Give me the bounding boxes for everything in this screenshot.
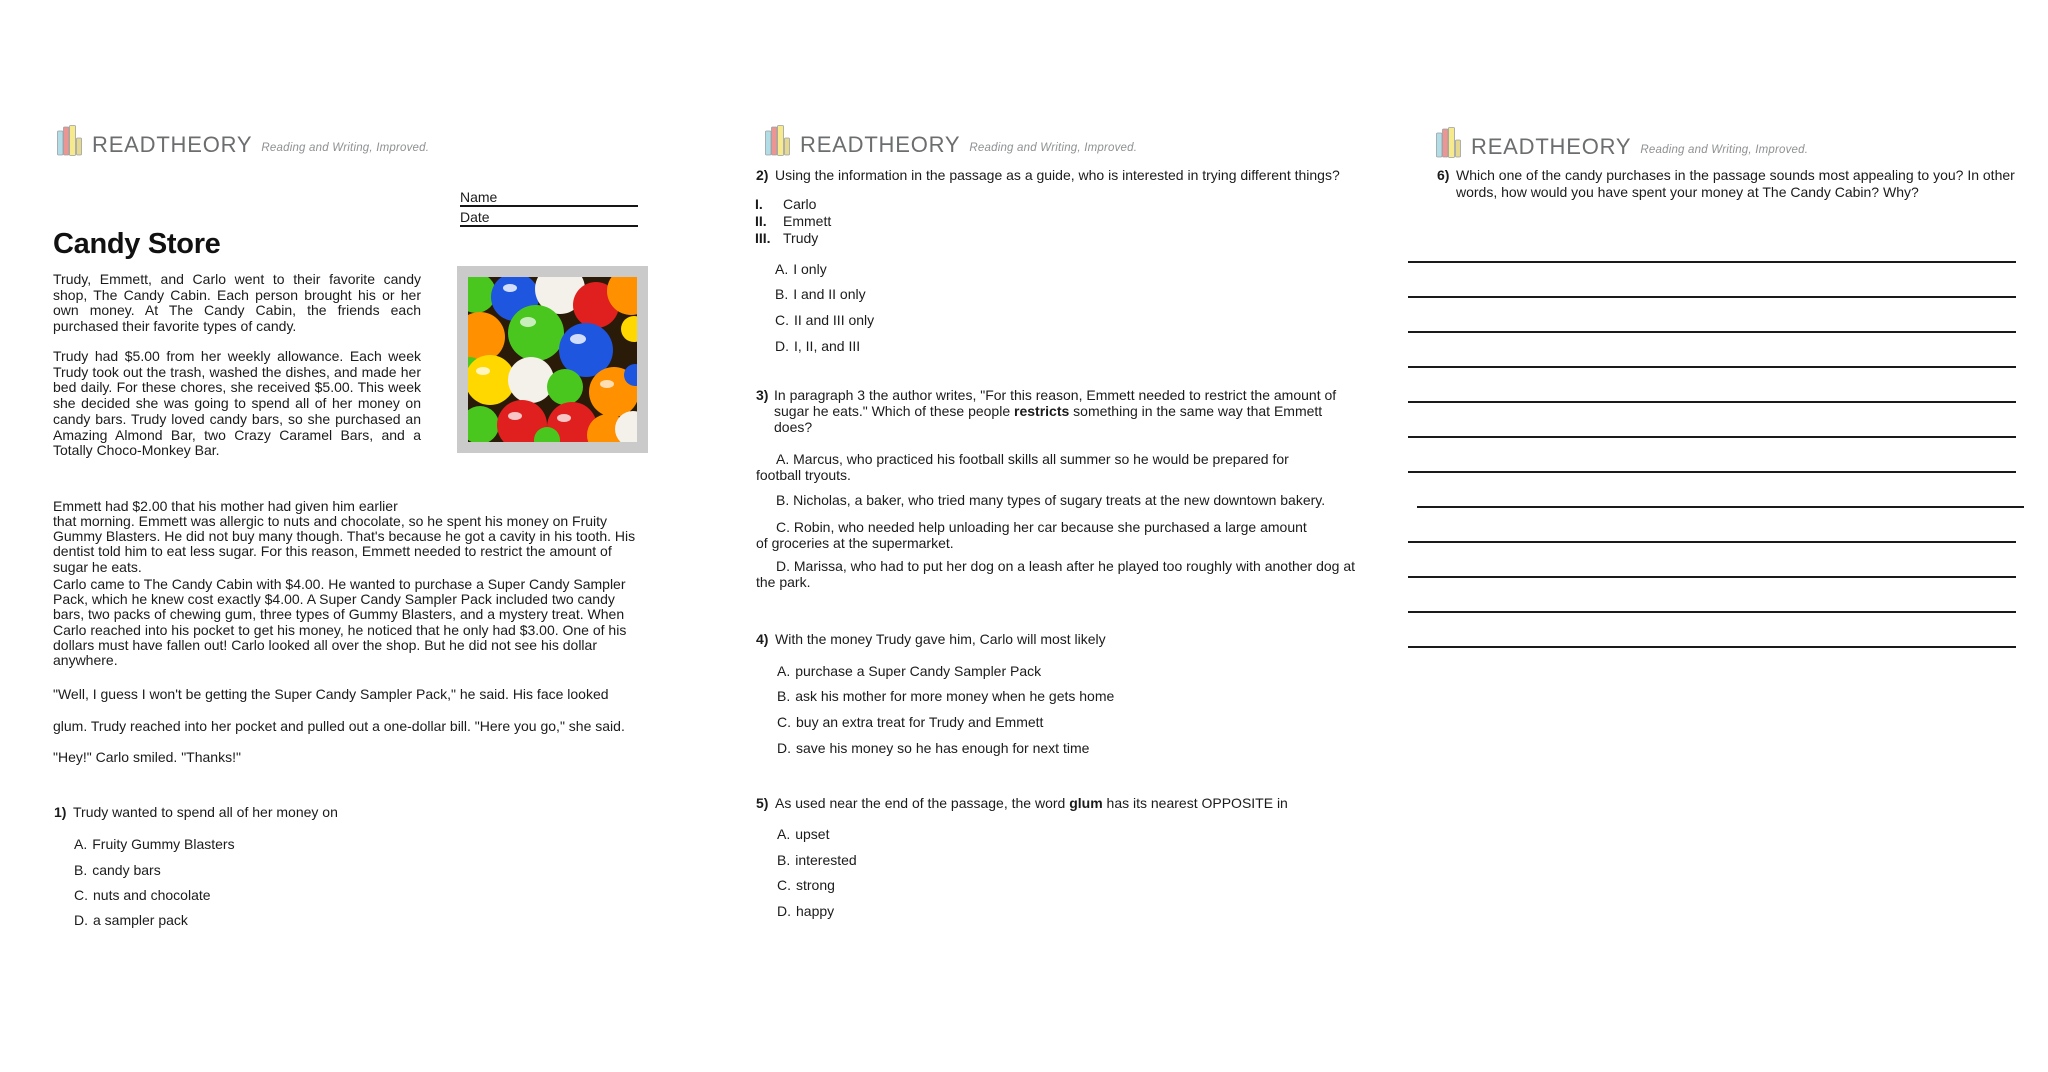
question-2-option-a: A. I only bbox=[775, 261, 827, 277]
answer-writing-line[interactable] bbox=[1408, 366, 2016, 368]
answer-writing-line[interactable] bbox=[1408, 541, 2016, 543]
paragraph-1: Trudy, Emmett, and Carlo went to their favorite candy shop, The Candy Cabin. Each person brought his or her own money. At The Candy Cabin, the friends each purchased their favorite types of candy. bbox=[53, 271, 421, 334]
question-4-option-b: B. ask his mother for more money when he gets home bbox=[777, 688, 1115, 704]
question-3-option-d-wrap: the park. bbox=[756, 574, 811, 590]
question-5-text: As used near the end of the passage, the word glum has its nearest OPPOSITE in bbox=[775, 795, 1288, 811]
q2-numeral-2: II. bbox=[755, 213, 767, 229]
question-1-option-a: A. Fruity Gummy Blasters bbox=[74, 836, 235, 852]
question-2-option-b: B. I and II only bbox=[775, 286, 866, 302]
question-3-number: 3) bbox=[756, 387, 769, 403]
dialogue-line-3: "Hey!" Carlo smiled. "Thanks!" bbox=[53, 749, 241, 765]
brand-name: READTHEORY bbox=[92, 132, 253, 157]
answer-writing-line[interactable] bbox=[1408, 261, 2016, 263]
brand-tagline: Reading and Writing, Improved. bbox=[969, 142, 1138, 154]
question-1-number: 1) bbox=[54, 804, 67, 820]
paragraph-3-line1: Emmett had $2.00 that his mother had given him earlier bbox=[53, 498, 398, 514]
date-label: Date bbox=[460, 209, 490, 225]
answer-writing-line[interactable] bbox=[1408, 646, 2016, 648]
q2-item-2: Emmett bbox=[783, 213, 832, 229]
question-4-option-a: A. purchase a Super Candy Sampler Pack bbox=[777, 663, 1042, 679]
question-1-option-b: B. candy bars bbox=[74, 862, 161, 878]
page-title: Candy Store bbox=[53, 228, 221, 260]
brand-tagline: Reading and Writing, Improved. bbox=[261, 142, 430, 154]
bold-word-restricts: restricts bbox=[1014, 403, 1070, 419]
paragraph-3: that morning. Emmett was allergic to nuts and chocolate, so he spent his money on Fruity Gummy Blasters. He did not buy many though. That's because he got a cavity in his tooth. His dentist told him to eat less sugar. For this reason, Emmett needed to restrict the amount of sugar he eats. bbox=[53, 513, 636, 575]
question-1-option-c: C. nuts and chocolate bbox=[74, 887, 211, 903]
paragraph-2: Trudy had $5.00 from her weekly allowance. Each week Trudy took out the trash, washed the dishes, and made her bed daily. For these chores, she received $5.00. This week she decided she was going to spend all of her money on candy bars. Trudy loved candy bars, so she purchased an Amazing Almond Bar, two Crazy Caramel Bars, and a Totally Choco-Monkey Bar. bbox=[53, 348, 421, 459]
q2-numeral-1: I. bbox=[755, 196, 763, 212]
question-5-option-c: C. strong bbox=[777, 877, 835, 893]
answer-writing-line[interactable] bbox=[1408, 331, 2016, 333]
question-4-option-d: D. save his money so he has enough for next time bbox=[777, 740, 1090, 756]
dialogue-line-1: "Well, I guess I won't be getting the Super Candy Sampler Pack," he said. His face looked bbox=[53, 686, 609, 702]
brand-name: READTHEORY bbox=[1471, 134, 1632, 159]
answer-lines-area bbox=[1408, 261, 2024, 661]
question-3-option-a-wrap: football tryouts. bbox=[756, 467, 851, 483]
answer-writing-line[interactable] bbox=[1408, 611, 2016, 613]
answer-writing-line[interactable] bbox=[1408, 576, 2016, 578]
question-3-option-d: D. Marissa, who had to put her dog on a leash after he played too roughly with another dog at bbox=[776, 558, 1356, 574]
answer-writing-line[interactable] bbox=[1408, 436, 2016, 438]
question-6-number: 6) bbox=[1437, 167, 1450, 183]
answer-writing-line[interactable] bbox=[1408, 296, 2016, 298]
question-2-option-c: C. II and III only bbox=[775, 312, 875, 328]
question-2-option-d: D. I, II, and III bbox=[775, 338, 861, 354]
question-5-option-a: A. upset bbox=[777, 826, 830, 842]
q2-numeral-3: III. bbox=[755, 230, 771, 246]
brand-name: READTHEORY bbox=[800, 132, 961, 157]
answer-writing-line[interactable] bbox=[1408, 471, 2016, 473]
question-5-option-d: D. happy bbox=[777, 903, 835, 919]
question-3-option-b: B. Nicholas, a baker, who tried many types of sugary treats at the new downtown bakery. bbox=[776, 492, 1326, 508]
q2-item-3: Trudy bbox=[783, 230, 819, 246]
question-1-option-d: D. a sampler pack bbox=[74, 912, 188, 928]
question-1-text: Trudy wanted to spend all of her money on bbox=[73, 804, 338, 820]
readtheory-logo bbox=[1436, 127, 1808, 158]
paragraph-4: Carlo came to The Candy Cabin with $4.00. He wanted to purchase a Super Candy Sampler Pack, which he knew cost exactly $4.00. A Super Candy Sampler Pack included two candy bars, two packs of chewing gum, three types of Gummy Blasters, and a mystery treat. When Carlo reached into his pocket to get his money, he noticed that he only had $3.00. One of his dollars must have fallen out! Carlo looked all over the shop. But he did not see his dollar anywhere. bbox=[53, 576, 627, 669]
question-6-line1: Which one of the candy purchases in the passage sounds most appealing to you? In other bbox=[1456, 167, 2015, 183]
question-4-number: 4) bbox=[756, 631, 769, 647]
question-3-line2: sugar he eats." Which of these people restricts something in the same way that Emmett bbox=[774, 403, 1323, 419]
question-6-line2: words, how would you have spent your money at The Candy Cabin? Why? bbox=[1456, 184, 1919, 200]
name-label: Name bbox=[460, 189, 498, 205]
question-4-option-c: C. buy an extra treat for Trudy and Emmett bbox=[777, 714, 1044, 730]
question-3-option-a: A. Marcus, who practiced his football skills all summer so he would be prepared for bbox=[776, 451, 1289, 467]
question-4-text: With the money Trudy gave him, Carlo will most likely bbox=[775, 631, 1106, 647]
question-3-line3: does? bbox=[774, 419, 813, 435]
answer-writing-line[interactable] bbox=[1417, 506, 2024, 508]
question-3-option-c: C. Robin, who needed help unloading her car because she purchased a large amount bbox=[776, 519, 1307, 535]
brand-tagline: Reading and Writing, Improved. bbox=[1640, 144, 1809, 156]
q2-item-1: Carlo bbox=[783, 196, 817, 212]
question-2-text: Using the information in the passage as a guide, who is interested in trying different things? bbox=[775, 167, 1340, 183]
answer-writing-line[interactable] bbox=[1408, 401, 2016, 403]
bold-word-glum: glum bbox=[1069, 795, 1103, 811]
question-3-option-c-wrap: of groceries at the supermarket. bbox=[756, 535, 954, 551]
question-5-number: 5) bbox=[756, 795, 769, 811]
dialogue-line-2: glum. Trudy reached into her pocket and pulled out a one-dollar bill. "Here you go," she said. bbox=[53, 718, 625, 734]
question-5-option-b: B. interested bbox=[777, 852, 857, 868]
question-2-number: 2) bbox=[756, 167, 769, 183]
books-icon bbox=[1436, 127, 1462, 158]
question-3-line1: In paragraph 3 the author writes, "For this reason, Emmett needed to restrict the amount of bbox=[774, 387, 1337, 403]
